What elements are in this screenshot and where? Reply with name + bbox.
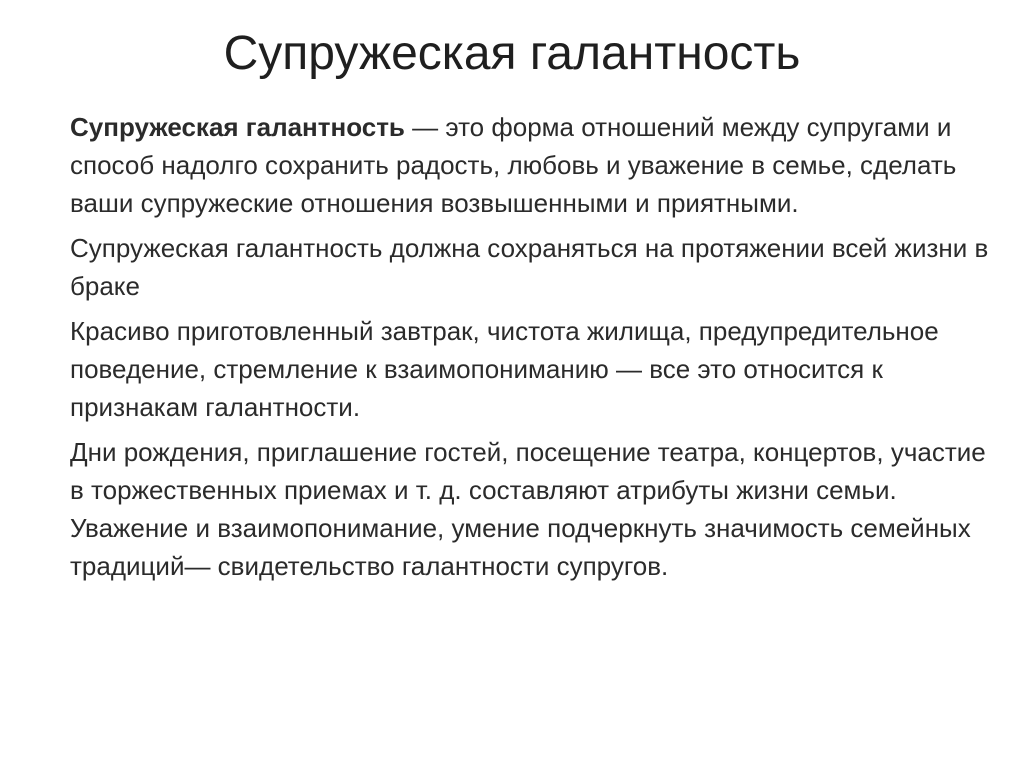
- paragraph-definition: [70, 108, 1000, 222]
- slide-body: [70, 108, 1000, 592]
- definition-text: — это форма отношений между супругами и способ надолго сохранить радость, любовь и уважение в семье, сделать ваши супружеские отношения возвышенными и приятными.: [70, 112, 957, 218]
- paragraph-attributes: Дни рождения, приглашение гостей, посещение театра, концертов, участие в торжественных приемах и т. д. составляют атрибуты жизни семьи. Уважение и взаимопонимание, умение подчеркнуть значимость семейных традиций— свидетельство галантности супругов.: [70, 437, 986, 581]
- definition-term: Супружеская галантность: [70, 112, 405, 142]
- slide-title: Супружеская галантность: [223, 27, 801, 80]
- paragraph-signs: Красиво приготовленный завтрак, чистота жилища, предупредительное поведение, стремление к взаимопониманию — все это относится к признакам галантности.: [70, 316, 939, 422]
- paragraph-lifetime: Супружеская галантность должна сохраняться на протяжении всей жизни в браке: [70, 233, 989, 301]
